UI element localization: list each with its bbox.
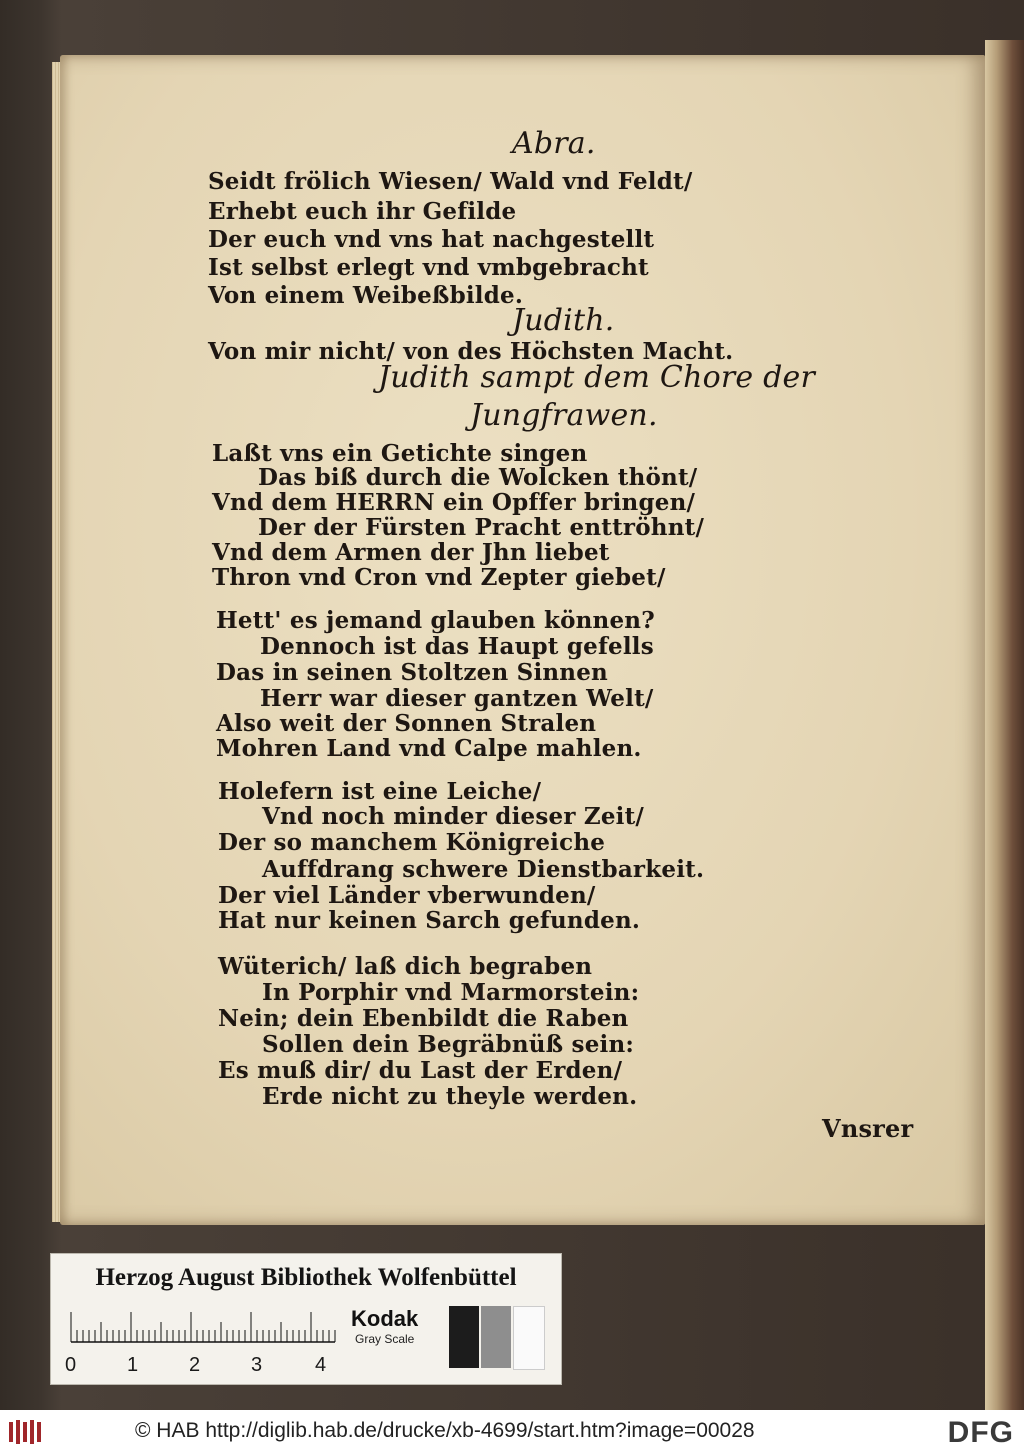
footer-url[interactable]: © HAB http://diglib.hab.de/drucke/xb-4699/start.htm?image=00028	[135, 1419, 755, 1442]
verse-line: Herr war dieser gantzen Welt/	[260, 685, 654, 712]
gray-patch-black	[449, 1306, 479, 1368]
verse-line: Nein; dein Ebenbildt die Raben	[218, 1005, 629, 1032]
verse-line: Von einem Weibeßbilde.	[208, 282, 524, 309]
verse-line: Der euch vnd vns hat nachgestellt	[208, 226, 655, 253]
scale-number: 2	[189, 1354, 201, 1376]
color-target-card	[50, 1253, 562, 1385]
book-binding	[985, 40, 1024, 1410]
verse-line: Thron vnd Cron vnd Zepter giebet/	[212, 564, 666, 591]
verse-line: Also weit der Sonnen Stralen	[216, 710, 597, 737]
verse-line: Vnd noch minder dieser Zeit/	[262, 803, 645, 830]
verse-line: Laßt vns ein Getichte singen	[212, 440, 588, 467]
scale-number: 0	[65, 1354, 77, 1376]
verse-line: Vnd dem HERRN ein Opffer bringen/	[212, 489, 696, 516]
verse-line: Der so manchem Königreiche	[218, 829, 606, 856]
gray-scale-label: Gray Scale	[355, 1332, 415, 1346]
kodak-logo: Kodak	[351, 1306, 419, 1331]
ruler-scale	[63, 1306, 393, 1356]
verse-line: Von mir nicht/ von des Höchsten Macht.	[208, 338, 734, 365]
scale-number: 1	[127, 1354, 139, 1376]
verse-line: Auffdrang schwere Dienstbarkeit.	[262, 856, 705, 883]
speaker-judith-chorus-cont: Jungfrawen.	[470, 398, 658, 433]
verse-line: Hat nur keinen Sarch gefunden.	[218, 907, 641, 934]
verse-line: Es muß dir/ du Last der Erden/	[218, 1057, 623, 1084]
target-title: Herzog August Bibliothek Wolfenbüttel	[95, 1264, 517, 1291]
verse-line: Mohren Land vnd Calpe mahlen.	[216, 735, 642, 762]
footer-bar	[0, 1410, 1024, 1453]
verse-line: Holefern ist eine Leiche/	[218, 778, 542, 805]
catchword: Vnsrer	[822, 1114, 914, 1143]
verse-line: Erde nicht zu theyle werden.	[262, 1083, 638, 1110]
hab-logo-icon	[8, 1418, 44, 1446]
verse-line: Dennoch ist das Haupt gefells	[260, 633, 654, 660]
speaker-abra: Abra.	[512, 126, 596, 161]
scale-number: 4	[315, 1354, 327, 1376]
verse-line: Sollen dein Begräbnüß sein:	[262, 1031, 635, 1058]
verse-line: Vnd dem Armen der Jhn liebet	[212, 539, 610, 566]
gray-patch-mid	[481, 1306, 511, 1368]
speaker-judith: Judith.	[512, 303, 615, 338]
verse-line: Der viel Länder vberwunden/	[218, 882, 596, 909]
verse-line: Erhebt euch ihr Gefilde	[208, 198, 517, 225]
gray-patch-white	[513, 1306, 545, 1370]
verse-line: Ist selbst erlegt vnd vmbgebracht	[208, 254, 649, 281]
scale-number: 3	[251, 1354, 263, 1376]
verse-line: In Porphir vnd Marmorstein:	[262, 979, 640, 1006]
verse-line: Wüterich/ laß dich begraben	[218, 953, 593, 980]
verse-line: Das biß durch die Wolcken thönt/	[258, 464, 698, 491]
dfg-logo: DFG	[947, 1416, 1014, 1449]
verse-line: Seidt frölich Wiesen/ Wald vnd Feldt/	[208, 168, 693, 195]
speaker-judith-chorus: Judith sampt dem Chore der	[378, 360, 815, 395]
verse-line: Hett' es jemand glauben können?	[216, 607, 655, 634]
verse-line: Das in seinen Stoltzen Sinnen	[216, 659, 608, 686]
verse-line: Der der Fürsten Pracht enttröhnt/	[258, 514, 705, 541]
